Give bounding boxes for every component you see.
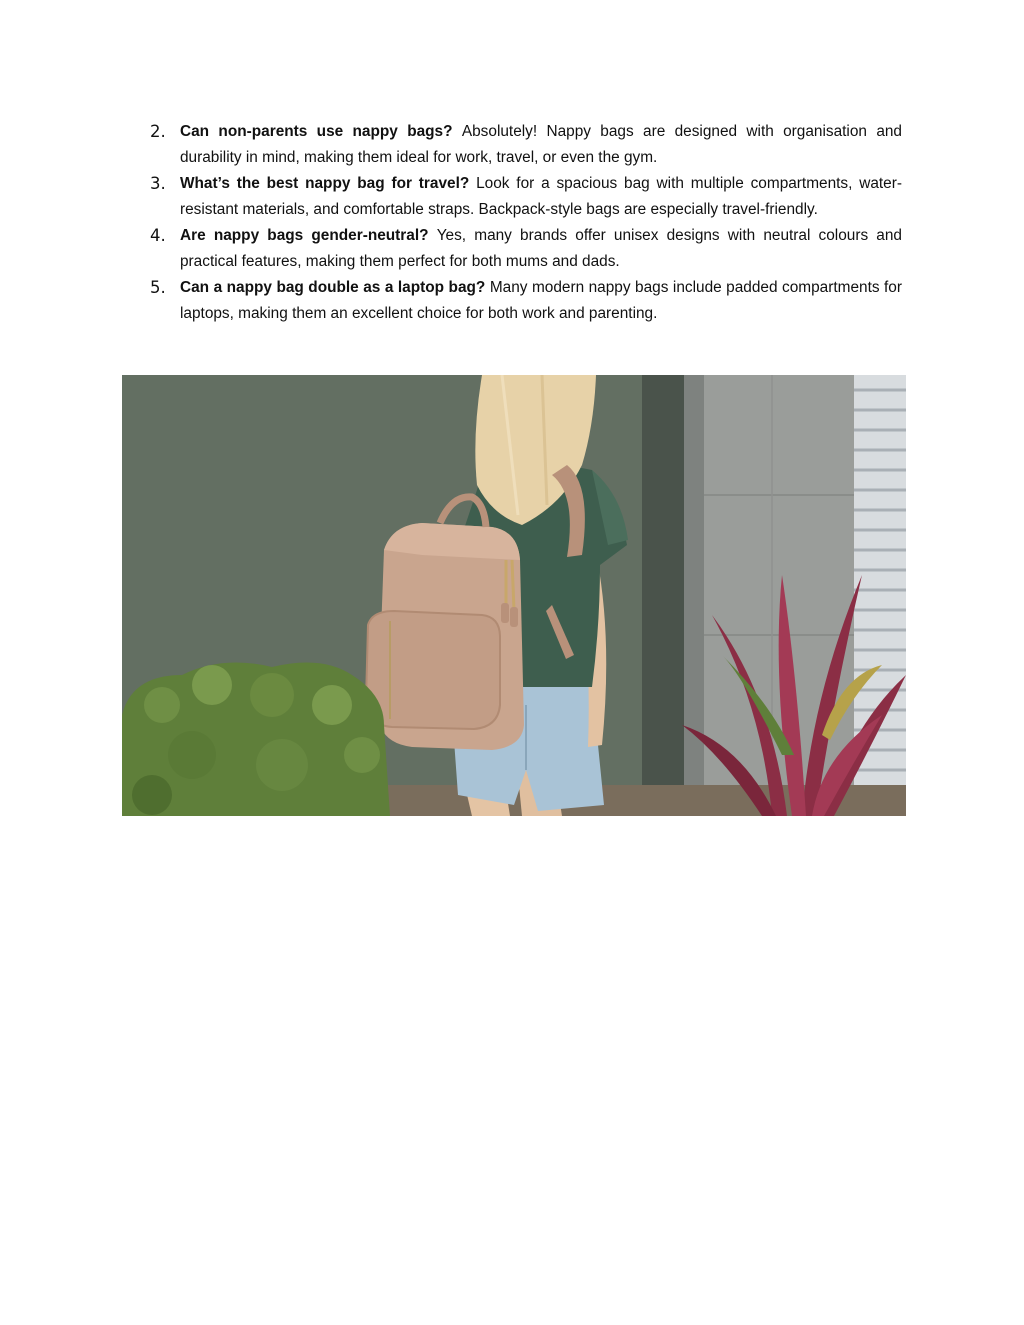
faq-question: Are nappy bags gender-neutral? — [180, 227, 437, 244]
faq-answer: Look for a spacious bag with multiple compartments, water-resistant materials, and comfortable straps. Backpack-style bags are especially travel-friendly. — [180, 175, 902, 218]
backpack-photo — [122, 375, 906, 816]
hedge — [122, 663, 390, 817]
faq-question: What’s the best nappy bag for travel? — [180, 175, 477, 192]
faq-number: 4. — [150, 226, 166, 245]
faq-item — [146, 223, 902, 275]
faq-number: 5. — [150, 278, 166, 297]
faq-answer: Yes, many brands offer unisex designs with neutral colours and practical features, making them perfect for both mums and dads. — [180, 227, 902, 270]
faq-question: Can non-parents use nappy bags? — [180, 123, 462, 140]
faq-number: 2. — [150, 122, 166, 141]
faq-answer: Absolutely! Nappy bags are designed with organisation and durability in mind, making them ideal for work, travel, or even the gym. — [180, 123, 902, 166]
faq-item — [146, 275, 902, 327]
faq-answer: Many modern nappy bags include padded compartments for laptops, making them an excellent choice for both work and parenting. — [180, 279, 902, 322]
faq-item — [146, 171, 902, 223]
faq-item — [146, 119, 902, 171]
faq-number: 3. — [150, 174, 166, 193]
faq-question: Can a nappy bag double as a laptop bag? — [180, 279, 490, 296]
faq-list — [146, 119, 902, 327]
